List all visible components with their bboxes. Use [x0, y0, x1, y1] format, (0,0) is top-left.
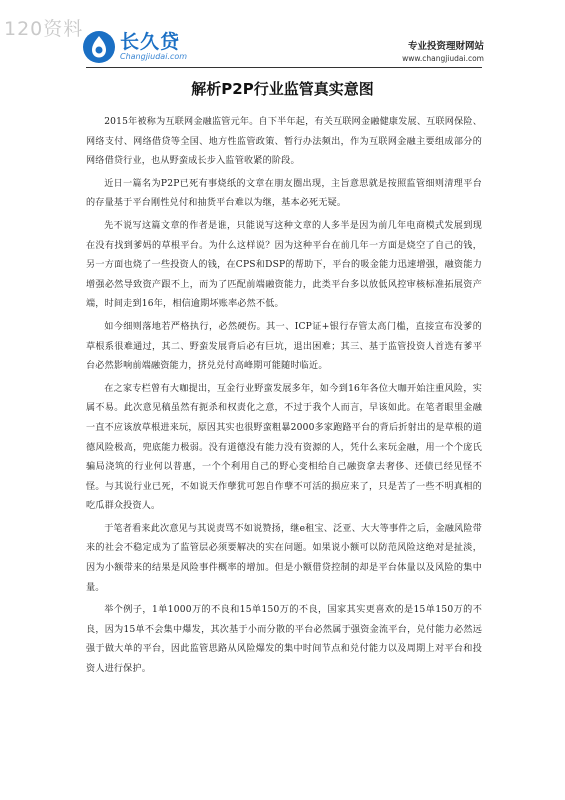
page-title: 解析P2P行业监管真实意图 [191, 80, 374, 98]
brand-logo[interactable] [82, 30, 187, 64]
paragraph: 举个例子，1单1000万的不良和15单150万的不良，国家其实更喜欢的是15单150万的不良，因为15单不会集中爆发，其次基于小而分散的平台必然属于强资金流平台，兑付能力必然远强于做大单的平台，因此监管思路从风险爆发的集中时间节点和兑付能力以及周期上对平台和投资人进行保护。 [86, 605, 482, 675]
site-tagline: 专业投资理财网站 [407, 41, 484, 52]
article-body [86, 113, 482, 683]
site-info [402, 40, 484, 64]
paragraph: 如今细则落地若严格执行，必然硬伤。其一、ICP证+银行存管太高门槛，直接宣布没爹的草根系很难通过，其二、野蛮发展背后必有巨坑，退出困难；其三、基于监管投资人首选有爹平台必然影响前端融资能力，挤兑兑付高峰期可能随时临近。 [86, 321, 482, 372]
brand-logo-icon [82, 30, 116, 64]
paragraph: 2015年被称为互联网金融监管元年。自下半年起，有关互联网金融健康发展、互联网保险、网络支付、网络借贷等全国、地方性监管政策、暂行办法频出，作为互联网金融主要组成部分的网络借贷行业，也从野蛮成长步入监管收紧的阶段。 [86, 117, 482, 167]
brand-name: 长久贷 [120, 31, 181, 53]
watermark-text: 120资料 [4, 18, 84, 40]
paragraph: 先不说写这篇文章的作者是谁，只能说写这种文章的人多半是因为前几年电商模式发展到现在没有找到爹妈的草根平台。为什么这样说？因为这种平台在前几年一方面是烧空了自己的钱，另一方面也烧了一些投资人的钱，在CPS和DSP的帮助下，平台的吸金能力迅速增强，融资能力增强必然导致资产跟不上，而为了匹配前端融资能力，此类平台多以放低风控审核标准拓展资产端，时间走到16年，相信逾期坏账率必然不低。 [86, 220, 482, 310]
brand-domain: Changjiudai.com [120, 52, 188, 61]
paragraph: 近日一篇名为P2P已死有事烧纸的文章在朋友圈出现，主旨意思就是按照监管细则清理平台的存量基于平台刚性兑付和抽货平台难以为继，基本必死无疑。 [86, 178, 482, 209]
paragraph: 于笔者看来此次意见与其说责骂不如说赞扬，继e租宝、泛亚、大大等事件之后，金融风险带来的社会不稳定成为了监管层必须要解决的实在问题。如果说小额可以防范风险这绝对是扯淡，因为小额带来的结果是风险事件概率的增加。但是小额借贷控制的却是平台体量以及风险的集中量。 [86, 523, 482, 593]
site-url[interactable]: www.changjiudai.com [402, 54, 484, 63]
paragraph: 在之家专栏曾有大咖提出，互金行业野蛮发展多年，如今到16年各位大咖开始注重风险，实属不易。此次意见稿虽然有扼杀和权责化之意，不过于我个人而言，早该如此。在笔者眼里金融一直不应该放草根进来玩，原因其实也很野蛮粗暴2000多家跑路平台的背后折射出的是草根的道德风险极高，兜底能力极弱。没有道德没有能力没有资源的人，凭什么来玩金融，用一个个庞氏骗局浇筑的行业何以普惠，一个个利用自己的野心变相给自己融资拿去奢侈、还债已经见怪不怪。与其说行业已死，不如说天作孽犹可恕自作孽不可活的损应来了，只是苦了一些不明真相的吃瓜群众投资人。 [86, 383, 482, 512]
header-divider [86, 67, 482, 68]
